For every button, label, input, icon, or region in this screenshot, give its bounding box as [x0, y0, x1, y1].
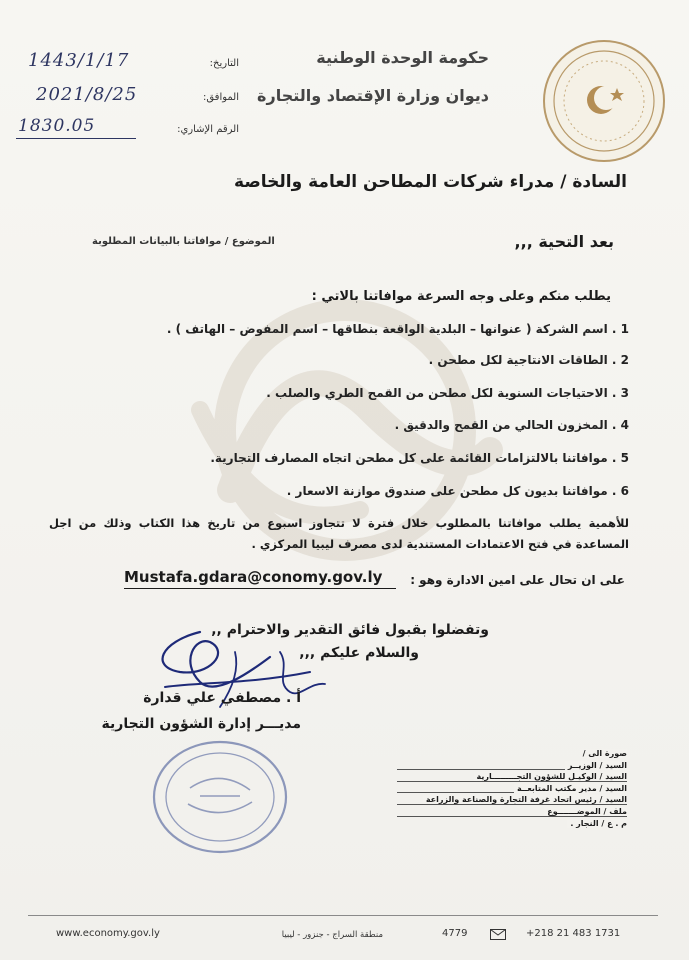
footer-address: منطقة السراج - جنزور - ليبيا	[281, 930, 383, 940]
copies-list	[397, 748, 627, 829]
official-stamp-icon	[150, 738, 290, 856]
corresponding-label: الموافق:	[202, 92, 239, 103]
signatory-title: مديـــر إدارة الشؤون التجارية	[101, 716, 301, 732]
reference-label: الرقم الإشاري:	[177, 124, 239, 135]
contact-email-link[interactable]: Mustafa.gdara@conomy.gov.ly	[124, 568, 383, 586]
closing-line-1: وتفضلوا بقبول فائق التقدير والاحترام ,,	[211, 622, 489, 638]
request-item: 6 . موافاتنا بديون كل مطحن على صندوق موازنة الاسعار .	[286, 484, 629, 498]
email-underline	[124, 588, 396, 589]
closing-line-2: والسلام عليكم ,,,	[299, 645, 419, 661]
request-item: 4 . المخزون الحالي من القمح والدقيق .	[394, 418, 629, 432]
request-item: 3 . الاحتياجات السنوية لكل مطحن من القمح الطري والصلب .	[266, 386, 629, 400]
addressee: السادة / مدراء شركات المطاحن العامة والخاصة	[234, 172, 627, 192]
contact-text: على ان تحال على امين الادارة وهو :	[410, 573, 625, 587]
request-item: 5 . موافاتنا بالالتزامات القائمة على كل مطحن اتجاه المصارف التجارية.	[210, 451, 629, 465]
footer-divider	[28, 915, 658, 916]
request-item: 2 . الطاقات الانتاجية لكل مطحن .	[428, 353, 629, 367]
footer-po-box: 4779	[442, 928, 468, 939]
date-label: التاريخ:	[209, 58, 239, 69]
copy-recipient: السيد / رئيس اتحاد غرفة التجارة والصناعة والزراعة	[397, 794, 627, 806]
reference-underline	[16, 138, 136, 139]
ministry-name: ديوان وزارة الإقتصاد والتجارة	[257, 86, 489, 105]
footer-phone: +218 21 483 1731	[526, 928, 621, 939]
copy-recipient: م . ع / النجار .	[397, 818, 627, 830]
government-name: حكومة الوحدة الوطنية	[316, 48, 489, 67]
subject-line: الموضوع / موافاتنا بالبيانات المطلوبة	[92, 236, 275, 247]
request-intro: يطلب منكم وعلى وجه السرعة موافاتنا بالاتي :	[311, 289, 611, 304]
signatory-name: أ . مصطفي علي قدارة	[143, 690, 301, 706]
corresponding-value: 2021/8/25	[36, 84, 138, 105]
copy-recipient: السيد / مدير مكتب المتابعــة	[397, 783, 627, 795]
request-item: 1 . اسم الشركة ( عنوانها – البلدية الواقعة بنطاقها – اسم المفوض – الهاتف ) .	[166, 322, 629, 336]
copies-header: صورة الى /	[397, 748, 627, 760]
ministry-logo-icon	[541, 38, 667, 164]
urgency-note: للأهمية يطلب موافاتنا بالمطلوب خلال فترة لا تتجاوز اسبوع من تاريخ هذا الكتاب وذلك من اجل المساعدة في فتح الاعتمادات المستندية لدى مصرف ليبيا المركزي .	[49, 516, 629, 551]
copy-recipient: ملف / الموضـــــــوع	[397, 806, 627, 818]
footer-website-link[interactable]: www.economy.gov.ly	[56, 928, 160, 939]
date-value: 1443/1/17	[28, 50, 130, 71]
greeting: بعد التحية ,,,	[514, 232, 614, 251]
reference-number: 1830.05	[18, 116, 96, 136]
copy-recipient: السيد / الوكيـل للشؤون التجـــــــــارية	[397, 771, 627, 783]
mail-icon	[490, 929, 506, 940]
copy-recipient: السيد / الوزيــر	[397, 760, 627, 772]
